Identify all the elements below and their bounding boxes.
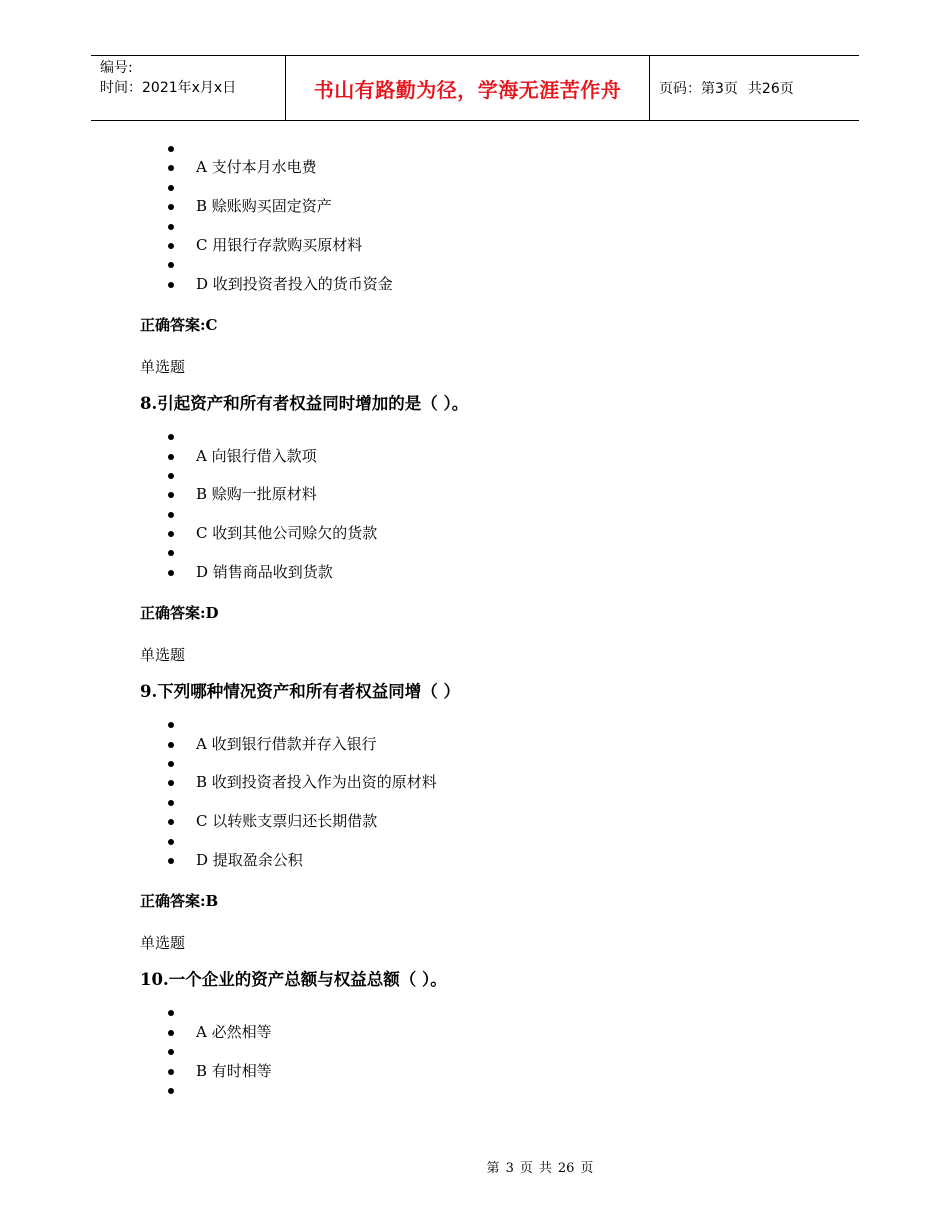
bullet-icon bbox=[168, 185, 174, 191]
header-motto: 书山有路勤为径，学海无涯苦作舟 bbox=[286, 56, 650, 120]
bullet-icon bbox=[168, 454, 174, 460]
option-item bbox=[140, 524, 840, 543]
option-item bbox=[140, 735, 840, 754]
bullet-icon bbox=[168, 434, 174, 440]
bullet-icon bbox=[168, 570, 174, 576]
footer-di: 第 bbox=[486, 1161, 500, 1176]
bullet-icon bbox=[168, 858, 174, 864]
option-item bbox=[140, 851, 840, 870]
option-item bbox=[140, 466, 840, 485]
option-item bbox=[140, 485, 840, 504]
footer-ye: 页 bbox=[519, 1161, 533, 1176]
question-type: 单选题 bbox=[140, 358, 186, 377]
bullet-icon bbox=[168, 146, 174, 152]
option-item bbox=[140, 158, 840, 177]
option-text: C 用银行存款购买原材料 bbox=[196, 235, 363, 254]
option-item bbox=[140, 1023, 840, 1042]
question-title: 10.一个企业的资产总额与权益总额（ ）。 bbox=[140, 970, 447, 990]
bullet-icon bbox=[168, 1088, 174, 1094]
question-type: 单选题 bbox=[140, 646, 186, 665]
option-item bbox=[140, 236, 840, 255]
question-title: 9.下列哪种情况资产和所有者权益同增（ ） bbox=[140, 682, 460, 702]
option-text: A 支付本月水电费 bbox=[196, 158, 317, 177]
header-meta bbox=[91, 56, 286, 120]
bullet-icon bbox=[168, 282, 174, 288]
footer-total-pages: 26 bbox=[557, 1161, 575, 1176]
bullet-icon bbox=[168, 262, 174, 268]
bullet-icon bbox=[168, 819, 174, 825]
bullet-icon bbox=[168, 473, 174, 479]
footer-page-number: 3 bbox=[505, 1161, 514, 1176]
option-text: A 必然相等 bbox=[196, 1022, 272, 1041]
header-page-number: 页码：第3页 bbox=[659, 81, 738, 97]
correct-answer: 正确答案:B bbox=[140, 892, 219, 911]
bullet-icon bbox=[168, 224, 174, 230]
option-item bbox=[140, 505, 840, 524]
option-text: A 收到银行借款并存入银行 bbox=[196, 734, 377, 753]
footer-gong: 共 bbox=[538, 1161, 552, 1176]
bullet-icon bbox=[168, 204, 174, 210]
option-text: B 赊购一批原材料 bbox=[196, 485, 317, 504]
option-item bbox=[140, 1042, 840, 1061]
option-item bbox=[140, 197, 840, 216]
bullet-icon bbox=[168, 1049, 174, 1055]
header-page-info bbox=[650, 56, 859, 120]
page-footer bbox=[0, 1157, 950, 1176]
bullet-icon bbox=[168, 512, 174, 518]
bullet-icon bbox=[168, 742, 174, 748]
option-text: B 赊账购买固定资产 bbox=[196, 197, 332, 216]
bullet-icon bbox=[168, 1030, 174, 1036]
bullet-icon bbox=[168, 800, 174, 806]
option-item bbox=[140, 754, 840, 773]
option-item bbox=[140, 178, 840, 197]
option-item bbox=[140, 793, 840, 812]
bullet-icon bbox=[168, 1010, 174, 1016]
bullet-icon bbox=[168, 492, 174, 498]
option-text: C 以转账支票归还长期借款 bbox=[196, 812, 378, 831]
option-item bbox=[140, 773, 840, 792]
document-number-label: 编号: bbox=[100, 60, 133, 76]
option-item bbox=[140, 427, 840, 446]
bullet-icon bbox=[168, 761, 174, 767]
option-text: B 收到投资者投入作为出资的原材料 bbox=[196, 773, 437, 792]
correct-answer: 正确答案:D bbox=[140, 604, 219, 623]
option-list bbox=[140, 715, 840, 870]
option-item bbox=[140, 543, 840, 562]
bullet-icon bbox=[168, 780, 174, 786]
option-item bbox=[140, 1003, 840, 1022]
bullet-icon bbox=[168, 165, 174, 171]
option-list bbox=[140, 1003, 840, 1100]
option-text: B 有时相等 bbox=[196, 1061, 272, 1080]
bullet-icon bbox=[168, 243, 174, 249]
option-item bbox=[140, 139, 840, 158]
option-item bbox=[140, 217, 840, 236]
bullet-icon bbox=[168, 531, 174, 537]
header-page-total: 共26页 bbox=[747, 81, 794, 97]
correct-answer: 正确答案:C bbox=[140, 316, 218, 335]
option-item bbox=[140, 1081, 840, 1100]
option-text: A 向银行借入款项 bbox=[196, 446, 317, 465]
option-text: C 收到其他公司赊欠的货款 bbox=[196, 524, 378, 543]
question-type: 单选题 bbox=[140, 934, 186, 953]
option-item bbox=[140, 255, 840, 274]
option-text: D 销售商品收到货款 bbox=[196, 562, 333, 581]
footer-ye2: 页 bbox=[580, 1161, 594, 1176]
option-item bbox=[140, 832, 840, 851]
option-item bbox=[140, 275, 840, 294]
page-header bbox=[91, 55, 859, 121]
option-item bbox=[140, 1062, 840, 1081]
document-body bbox=[140, 139, 840, 1100]
bullet-icon bbox=[168, 839, 174, 845]
option-text: D 收到投资者投入的货币资金 bbox=[196, 274, 393, 293]
option-item bbox=[140, 812, 840, 831]
question-title: 8.引起资产和所有者权益同时增加的是（ ）。 bbox=[140, 394, 469, 414]
option-item bbox=[140, 563, 840, 582]
option-list bbox=[140, 139, 840, 294]
option-item bbox=[140, 715, 840, 734]
document-time-label: 时间：2021年x月x日 bbox=[100, 80, 237, 96]
option-item bbox=[140, 447, 840, 466]
option-text: D 提取盈余公积 bbox=[196, 850, 303, 869]
bullet-icon bbox=[168, 1069, 174, 1075]
option-list bbox=[140, 427, 840, 582]
bullet-icon bbox=[168, 722, 174, 728]
bullet-icon bbox=[168, 550, 174, 556]
